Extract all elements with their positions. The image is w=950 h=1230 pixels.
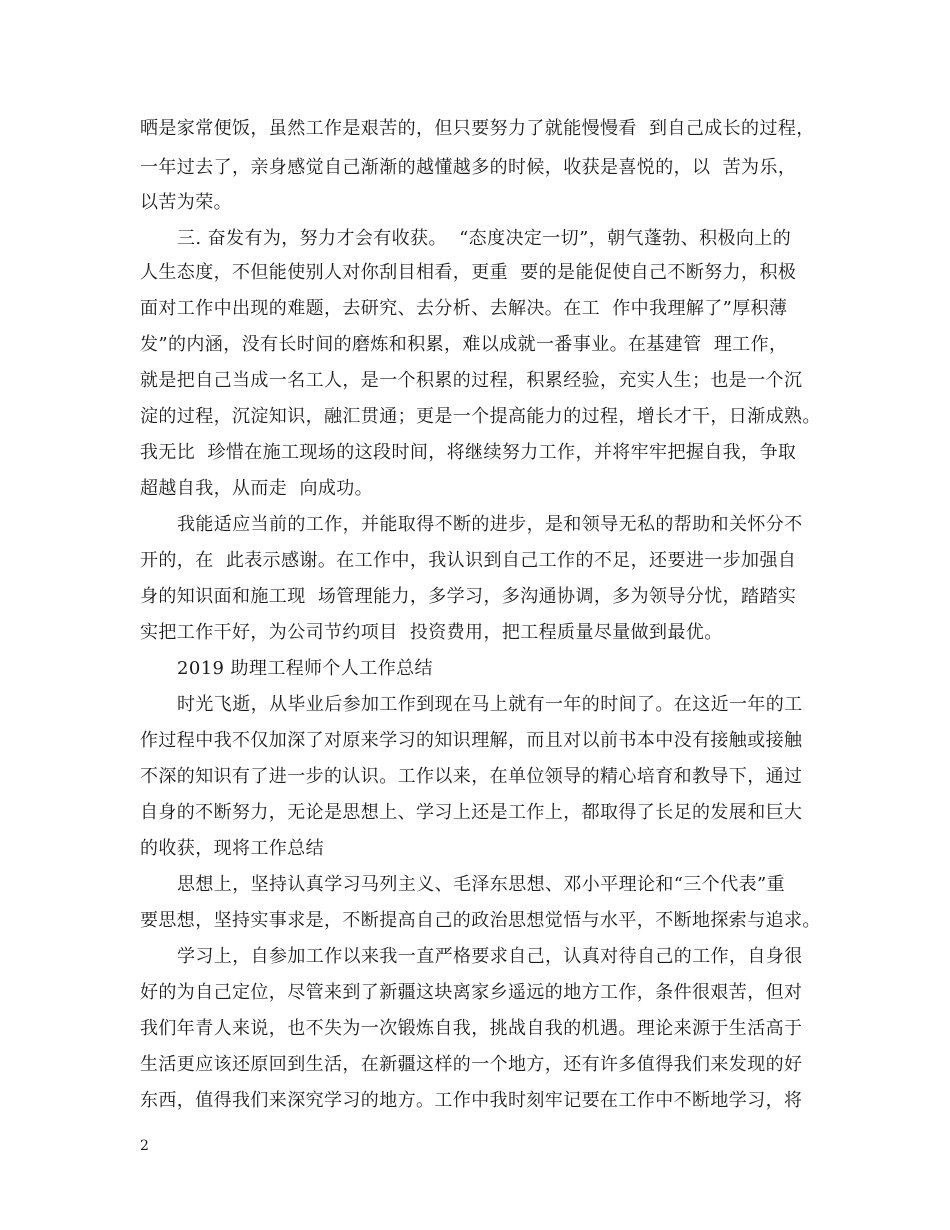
text-line: 我无比 珍惜在施工现场的这段时间，将继续努力工作，并将牢牢把握自我，争取 [140, 442, 797, 463]
text-line: 晒是家常便饭，虽然工作是艰苦的，但只要努力了就能慢慢看 到自己成长的过程， [140, 118, 815, 139]
paragraph-start-line: 思想上，坚持认真学习马列主义、毛泽东思想、邓小平理论和“三个代表”重 [177, 874, 786, 895]
text-line: 我们年青人来说，也不失为一次锻炼自我，挑战自我的机遇。理论来源于生活高于 [140, 1018, 803, 1039]
text-line: 身的知识面和施工现 场管理能力，多学习，多沟通协调，多为领导分忧，踏踏实 [140, 586, 797, 607]
text-line: 生活更应该还原回到生活，在新疆这样的一个地方，还有许多值得我们来发现的好 [140, 1054, 803, 1075]
text-line: 好的为自己定位，尽管来到了新疆这块离家乡遥远的地方工作，条件很艰苦，但对 [140, 982, 803, 1003]
paragraph-start-line: 三. 奋发有为，努力才会有收获。 “态度决定一切”，朝气蓬勃、积极向上的 [177, 228, 792, 249]
text-line: 以苦为荣。 [140, 192, 232, 213]
text-line: 不深的知识有了进一步的认识。工作以来，在单位领导的精心培育和教导下，通过 [140, 766, 803, 787]
text-line: 实把工作干好，为公司节约项目 投资费用，把工程质量尽量做到最优。 [140, 622, 723, 643]
section-title: 2019 助理工程师个人工作总结 [177, 658, 433, 679]
text-line: 人生态度，不但能使别人对你刮目相看，更重 要的是能促使自己不断努力，积极 [140, 262, 797, 283]
text-line: 发”的内涵，没有长时间的磨炼和积累，难以成就一番事业。在基建管 理工作， [140, 334, 788, 355]
text-line: 东西，值得我们来深究学习的地方。工作中我时刻牢记要在工作中不断地学习，将 [140, 1090, 803, 1111]
page-number: 2 [140, 1138, 149, 1154]
text-line: 淀的过程，沉淀知识，融汇贯通；更是一个提高能力的过程，增长才干，日渐成熟。 [140, 406, 821, 427]
paragraph-start-line: 学习上，自参加工作以来我一直严格要求自己，认真对待自己的工作，自身很 [177, 946, 803, 967]
paragraph-start-line: 我能适应当前的工作，并能取得不断的进步，是和领导无私的帮助和关怀分不 [177, 514, 803, 535]
text-line: 就是把自己当成一名工人，是一个积累的过程，积累经验，充实人生；也是一个沉 [140, 370, 803, 391]
text-line: 的收获，现将工作总结 [140, 838, 324, 859]
paragraph-start-line: 时光飞逝，从毕业后参加工作到现在马上就有一年的时间了。在这近一年的工 [177, 694, 803, 715]
text-line: 面对工作中出现的难题，去研究、去分析、去解决。在工 作中我理解了”厚积薄 [140, 298, 788, 319]
text-line: 超越自我，从而走 向成功。 [140, 478, 374, 499]
text-line: 作过程中我不仅加深了对原来学习的知识理解，而且对以前书本中没有接触或接触 [140, 730, 803, 751]
text-line: 自身的不断努力，无论是思想上、学习上还是工作上，都取得了长足的发展和巨大 [140, 802, 803, 823]
text-line: 要思想，坚持实事求是，不断提高自己的政治思想觉悟与水平，不断地探索与追求。 [140, 910, 821, 931]
text-line: 一年过去了，亲身感觉自己渐渐的越懂越多的时候，收获是喜悦的，以 苦为乐， [140, 157, 797, 178]
text-line: 开的，在 此表示感谢。在工作中，我认识到自己工作的不足，还要进一步加强自 [140, 550, 797, 571]
